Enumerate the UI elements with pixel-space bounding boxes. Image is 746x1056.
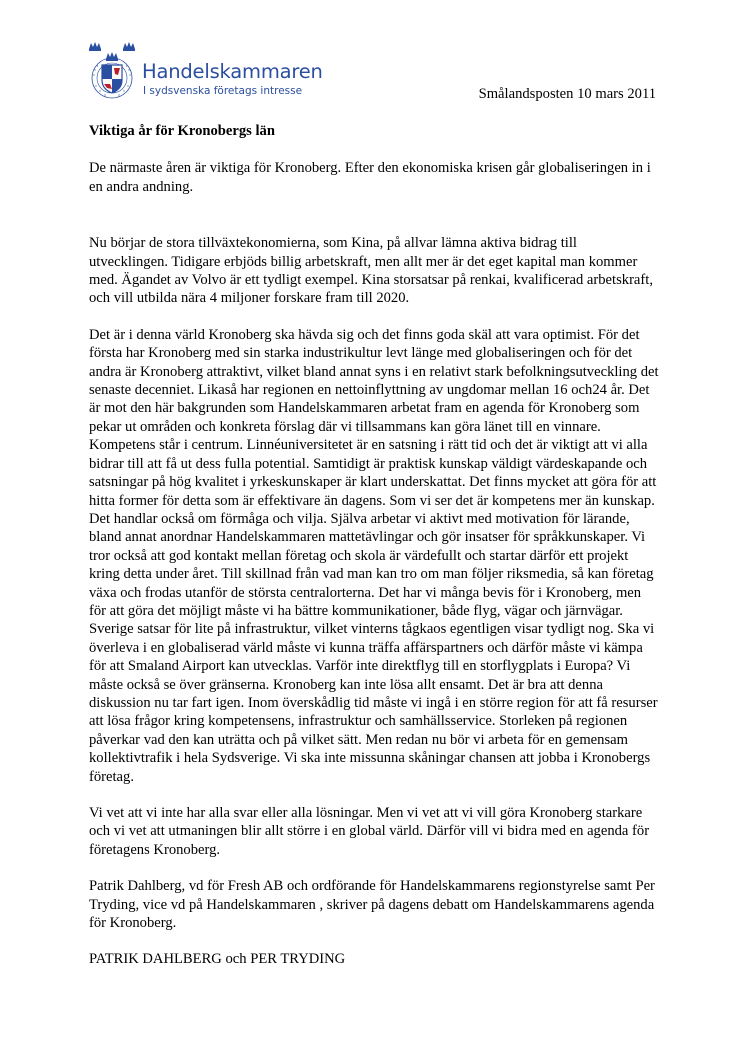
article-paragraph: Nu börjar de stora tillväxtekonomierna, som Kina, på allvar lämna aktiva bidrag till utvecklingen. Tidigare erbjöds billig arbetskraft, men allt mer är det eget kapital man kommer med. Ägandet av Volvo är ett tydligt exempel. Kina storsatsar på renkai, kvalificerad arbetskraft, och vill utbilda nära 4 miljoner forskare fram till 2020.	[89, 235, 653, 307]
article-paragraph: Det är i denna värld Kronoberg ska hävda sig och det finns goda skäl att vara optimist. För det första har Kronoberg med sin starka industrikultur levt länge med globaliseringen och för det andra är Kronoberg attraktivt, vilket bland annat syns i en relativt stark befolkningsutveckling det senaste decenniet. Likaså har regionen en nettoinflyttning av ungdomar mellan 16 och24 år. Det är mot den här bakgrunden som Handelskammaren arbetat fram en agenda för Kronoberg som pekar ut områden och konkreta förslag där vi tillsammans kan göra länet till en vinnare. Kompetens står i centrum. Linnéuniversitetet är en satsning i rätt tid och det är viktigt att vi alla bidrar till att få ut dess fulla potential. Samtidigt är praktisk kunskap väldigt värdeskapande och satsningar på hög kvalitet i yrkeskunskaper är klart underskattat. Det finns mycket att göra för att hitta former för detta som är effektivare än dagens. Som vi ser det är kompetens mer än kunskap. Det handlar också om förmåga och vilja. Själva arbetar vi aktivt med motivation för lärande, bland annat anordnar Handelskammaren mattetävlingar och gör insatser för språkkunskaper. Vi tror också att god kontakt mellan företag och skola är värdefullt och startar därför ett projekt kring detta under året. Till skillnad från vad man kan tro om man följer riksmedia, så kan företag växa och frodas utanför de största centralorterna. Det har vi många bevis för i Kronoberg, men för att göra det möjligt måste vi ha bättre kommunikationer, både flyg, vägar och järnvägar. Sverige satsar för lite på infrastruktur, vilket vinterns tågkaos egentligen visar tydligt nog. Ska vi överleva i en globaliserad värld måste vi kunna träffa affärspartners och därför måste vi kämpa för att Smaland Airport kan utvecklas. Varför inte direktflyg till en storflygplats i Europa? Vi måste också se över gränserna. Kronoberg kan inte lösa allt ensamt. Det är bra att denna diskussion nu tar fart igen. Inom överskådlig tid måste vi ingå i en större region för att få resurser att lösa frågor kring kompetensens, infrastruktur och samhällsservice. Storleken på regionen påverkar vad den kan uträtta och på vilket sätt. Men redan nu bör vi arbeta för en gemensam kollektivtrafik i hela Sydsverige. Vi ska inte missunna skåningar chansen att jobba i Kronobergs företag.	[89, 326, 659, 785]
article-paragraph: Vi vet att vi inte har alla svar eller alla lösningar. Men vi vet att vi vill göra Kronoberg starkare och vi vet att utmaningen blir allt större i en global värld. Därför vill vi bidra med en agenda för företagens Kronoberg.	[89, 805, 650, 858]
article-body	[89, 120, 659, 969]
article-headline: Viktiga år för Kronobergs län	[89, 123, 275, 139]
article-signature: PATRIK DAHLBERG och PER TRYDING	[89, 951, 346, 968]
article-byline-note: Patrik Dahlberg, vd för Fresh AB och ordförande för Handelskammarens regionstyrelse samt Per Tryding, vice vd på Handelskammaren , skriver på dagens debatt om Handelskammarens agenda för Kronoberg.	[89, 878, 655, 932]
dateline: Smålandsposten 10 mars 2011	[478, 86, 656, 102]
article-paragraph: De närmaste åren är viktiga för Kronoberg. Efter den ekonomiska krisen går globaliseringen in i en andra andning.	[89, 160, 651, 195]
handelskammaren-logo	[86, 40, 326, 108]
logo-tagline: I sydsvenska företags intresse	[143, 85, 303, 97]
crest-emblem-icon	[86, 40, 138, 102]
logo-name: Handelskammaren	[142, 60, 323, 83]
